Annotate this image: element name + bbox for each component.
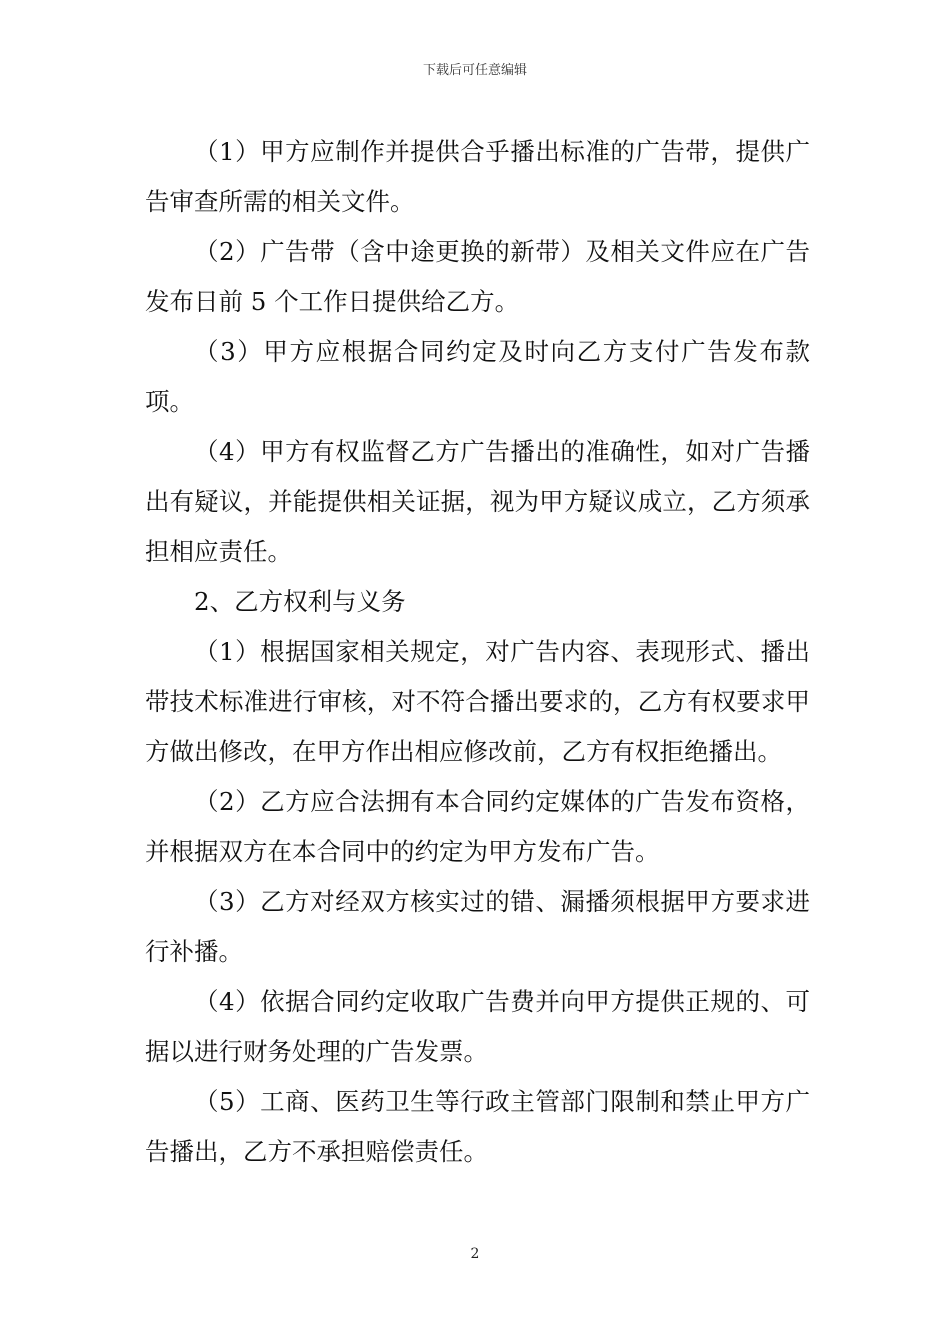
document-body xyxy=(145,127,810,1177)
paragraph-party-b-5: （5）工商、医药卫生等行政主管部门限制和禁止甲方广告播出，乙方不承担赔偿责任。 xyxy=(145,1087,810,1166)
paragraph-party-a-3: （3）甲方应根据合同约定及时向乙方支付广告发布款项。 xyxy=(145,337,810,416)
section-heading-party-b: 2、乙方权利与义务 xyxy=(194,587,406,616)
paragraph-party-b-1: （1）根据国家相关规定，对广告内容、表现形式、播出带技术标准进行审核，对不符合播出要求的，乙方有权要求甲方做出修改，在甲方作出相应修改前，乙方有权拒绝播出。 xyxy=(145,637,810,766)
paragraph-party-b-3: （3）乙方对经双方核实过的错、漏播须根据甲方要求进行补播。 xyxy=(145,887,810,966)
paragraph-party-b-2: （2）乙方应合法拥有本合同约定媒体的广告发布资格，并根据双方在本合同中的约定为甲方发布广告。 xyxy=(145,787,810,866)
paragraph-party-a-2: （2）广告带（含中途更换的新带）及相关文件应在广告发布日前 5 个工作日提供给乙方。 xyxy=(145,237,810,316)
page-header: 下载后可任意编辑 xyxy=(422,63,527,78)
page-number: 2 xyxy=(470,1246,480,1262)
paragraph-party-a-1: （1）甲方应制作并提供合乎播出标准的广告带，提供广告审查所需的相关文件。 xyxy=(145,137,810,216)
paragraph-party-b-4: （4）依据合同约定收取广告费并向甲方提供正规的、可据以进行财务处理的广告发票。 xyxy=(145,987,810,1066)
paragraph-party-a-4: （4）甲方有权监督乙方广告播出的准确性，如对广告播出有疑议，并能提供相关证据，视为甲方疑议成立，乙方须承担相应责任。 xyxy=(145,437,810,566)
